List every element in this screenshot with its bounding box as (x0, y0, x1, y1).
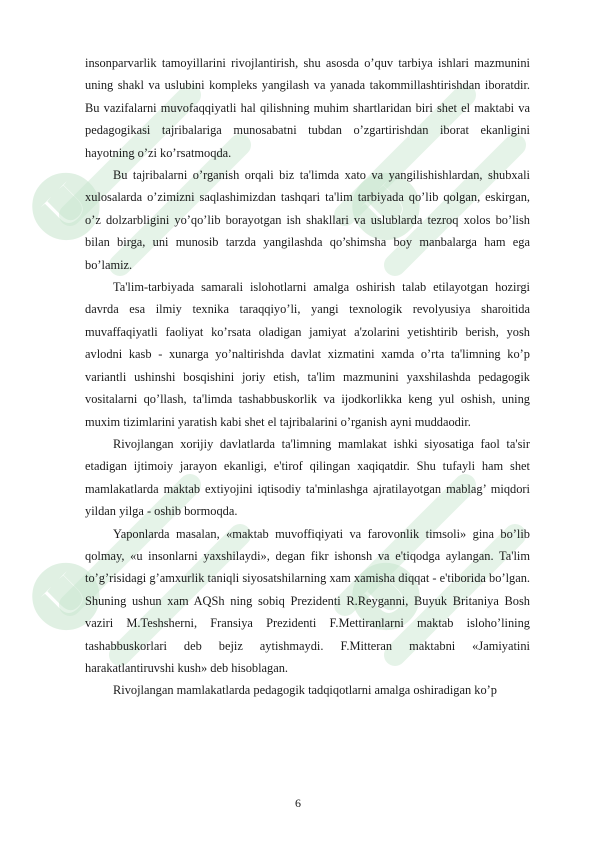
watermark-mark-3: 🅤 (14, 544, 122, 653)
watermark-mark-2: 🅤 (334, 154, 442, 263)
watermark-mark-1: 🅤 (14, 154, 122, 263)
paragraph: Yaponlarda masalan, «maktab muvoffiqiyati va farovonlik timsoli» gina bo’lib qolmay, «u insonlarni yaxshilaydi», degan fikr ishonsh va e'tiqodga aylangan. Ta'lim to’g’risidagi g’amxurlik taniqli siyosatshilarning xam xamisha diqqat - e'tiborida bo’lgan. Shuning ushun xam AQSh ning sobiq Prezidenti R.Reyganni, Buyuk Britaniya Bosh vaziri M.Teshsherni, Fransiya Prezidenti F.Mettiranlarni maktab isloho’lining tashabbuskorlari deb bejiz aytishmaydi. F.Mitteran maktabni «Jamiyatini harakatlantiruvshi kush» deb hisoblagan. (85, 526, 530, 675)
paragraph: Rivojlangan mamlakatlarda pedagogik tadqiqotlarni amalga oshiradigan ko’p (113, 683, 497, 698)
paragraph: Bu tajribalarni o’rganish orqali biz ta'limda xato va yangilishishlardan, shubxali xulosalarda o’zimizni saqlashimizdan tashqari ta'lim tarbiyada qo’lib qolgan, eskirgan, o’z dolzarbligini yo’qo’lib borayotgan ish shakllari va uslublarda tezroq xolos bo’lish bilan birga, uni munosib tarzda yangilashda qo’shimsha boy manbalarga ham ega bo’lamiz. (85, 168, 530, 272)
paragraph-continuation: insonparvarlik tamoyillarini rivojlantirish, shu asosda o’quv tarbiya ishlari mazmunini uning shakl va uslubini kompleks yangilash va yanada takommillashtirishdan iboratdir. Bu vazifalarni muvofaqqiyatli hal qilishning muhim shartlaridan biri shet el maktabi va pedagogikasi tajribalariga munosabatni tubdan o’zgartirishdan iborat ekanligini hayotning o’zi ko’rsatmoqda. (85, 56, 530, 160)
page-number: 6 (295, 796, 301, 810)
page-body (85, 52, 530, 702)
paragraph: Ta'lim-tarbiyada samarali islohotlarni amalga oshirish talab etilayotgan hozirgi davrda esa ilmiy texnika taraqqiyo’li, yangi texnologik revolyusiya sharoitida muvaffaqiyatli faoliyat ko’rsata oladigan jamiyat a'zolarini yetishtirib berish, yosh avlodni kasb - xunarga yo’naltirishda davlat xizmatini xamda o’rta ta'limning ko’p variantli ushinshi bosqishini joriy etish, ta'lim mazmunini yaxshilashda pedagogik vositalarni qo’llash, ta'limda tashabbuskorlik va ijodkorlikka keng yul oshish, uning muxim tizimlarini yaratish kabi shet el tajribalarini o’rganish ayni muddaodir. (85, 280, 530, 429)
paragraph: Rivojlangan xorijiy davlatlarda ta'limning mamlakat ishki siyosatiga faol ta'sir etadigan ijtimoiy jarayon ekanligi, e'tirof qilingan xaqiqatdir. Shu tufayli ham shet mamlakatlarda maktab extiyojini iqtisodiy ta'minlashga ajratilayotgan mablag’ miqdori yildan yilga - oshib bormoqda. (85, 436, 530, 519)
watermark-mark-4: 🅤 (334, 544, 442, 653)
